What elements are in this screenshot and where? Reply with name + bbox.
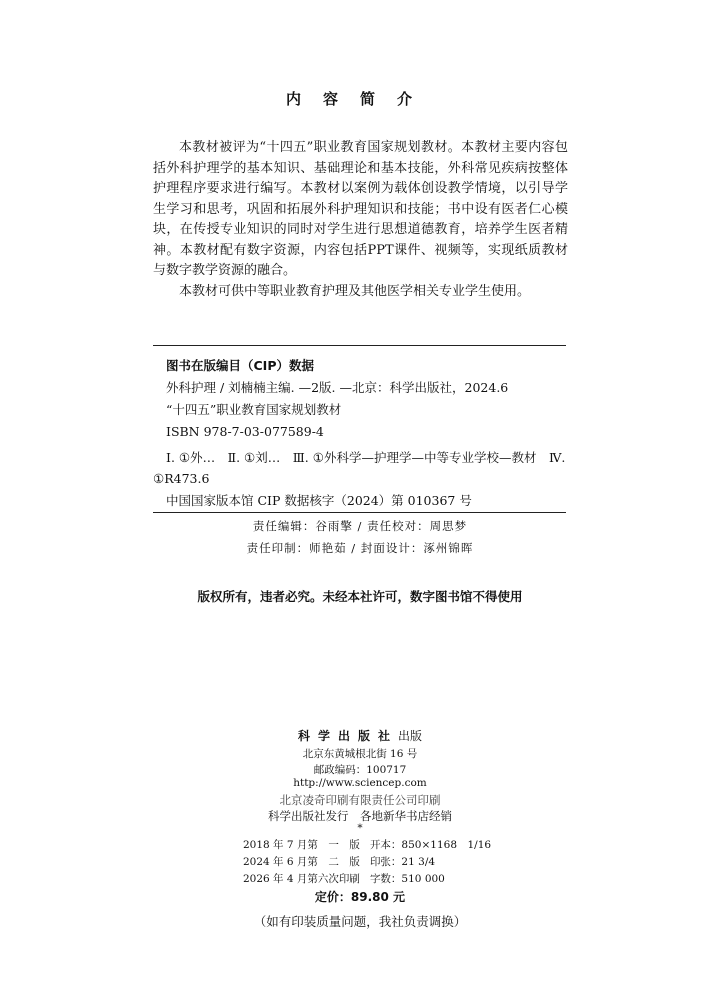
cip-line-5: 中国国家版本馆 CIP 数据核字（2024）第 010367 号 xyxy=(166,493,472,508)
page-title: 内容简介 xyxy=(285,90,434,108)
publisher-name xyxy=(0,727,720,744)
distribution-line: 科学出版社发行 各地新华书店经销 xyxy=(268,809,452,823)
edition-date: 2026 年 4 月第六次印刷 xyxy=(243,873,360,885)
publisher-seal: 科学出版社 xyxy=(297,729,398,743)
copyright-notice: 版权所有，违者必究。未经本社许可，数字图书馆不得使用 xyxy=(197,589,523,604)
cip-title: 图书在版编目（CIP）数据 xyxy=(166,358,314,373)
cip-bottom-rule xyxy=(153,512,566,513)
cip-line-1: 外科护理 / 刘楠楠主编. —2版. —北京：科学出版社，2024.6 xyxy=(166,380,509,395)
credits-line-2: 责任印制：师艳茹 / 封面设计：涿州锦晖 xyxy=(246,541,474,555)
edition-row xyxy=(243,854,435,871)
edition-spec: 开本：850×1168 1/16 xyxy=(369,839,492,851)
publisher-postcode: 邮政编码：100717 xyxy=(313,764,407,776)
edition-spec: 印张：21 3/4 xyxy=(369,856,436,868)
cip-line-4: Ⅰ. ①外… Ⅱ. ①刘… Ⅲ. ①外科学—护理学—中等专业学校—教材 Ⅳ. ①R473.6 xyxy=(153,450,566,486)
cip-top-rule xyxy=(153,345,566,346)
cip-line-2: “十四五”职业教育国家规划教材 xyxy=(166,402,342,417)
edition-spec: 字数：510 000 xyxy=(369,873,445,885)
intro-paragraph-2: 本教材可供中等职业教育护理及其他医学相关专业学生使用。 xyxy=(179,283,531,299)
publisher-url: http://www.sciencep.com xyxy=(293,777,427,789)
edition-row xyxy=(243,837,491,854)
quality-note: （如有印装质量问题，我社负责调换） xyxy=(253,914,467,929)
edition-row xyxy=(243,871,445,888)
publisher-suffix: 出版 xyxy=(398,729,423,743)
edition-date: 2018 年 7 月第 一 版 xyxy=(243,839,360,851)
credits-line-1: 责任编辑：谷雨擎 / 责任校对：周思梦 xyxy=(252,519,468,533)
price: 定价：89.80 元 xyxy=(314,890,406,904)
intro-paragraph-1: 本教材被评为“十四五”职业教育国家规划教材。本教材主要内容包括外科护理学的基本知识、基础理论和基本技能，外科常见疾病按整体护理程序要求进行编写。本教材以案例为载体创设教学情境，以引导学生学习和思考，巩固和拓展外科护理知识和技能；书中设有医者仁心模块，在传授专业知识的同时对学生进行思想道德教育，培养学生医者精神。本教材配有数字资源，内容包括PPT课件、视频等，实现纸质教材与数字教学资源的融合。 xyxy=(153,140,568,278)
intro-section xyxy=(153,138,568,302)
publisher-address: 北京东黄城根北街 16 号 xyxy=(302,748,418,760)
edition-date: 2024 年 6 月第 二 版 xyxy=(243,856,360,868)
cip-line-3: ISBN 978-7-03-077589-4 xyxy=(166,424,324,439)
printer-line: 北京凌奇印刷有限责任公司印刷 xyxy=(279,793,441,807)
separator-mark: * xyxy=(357,822,363,834)
